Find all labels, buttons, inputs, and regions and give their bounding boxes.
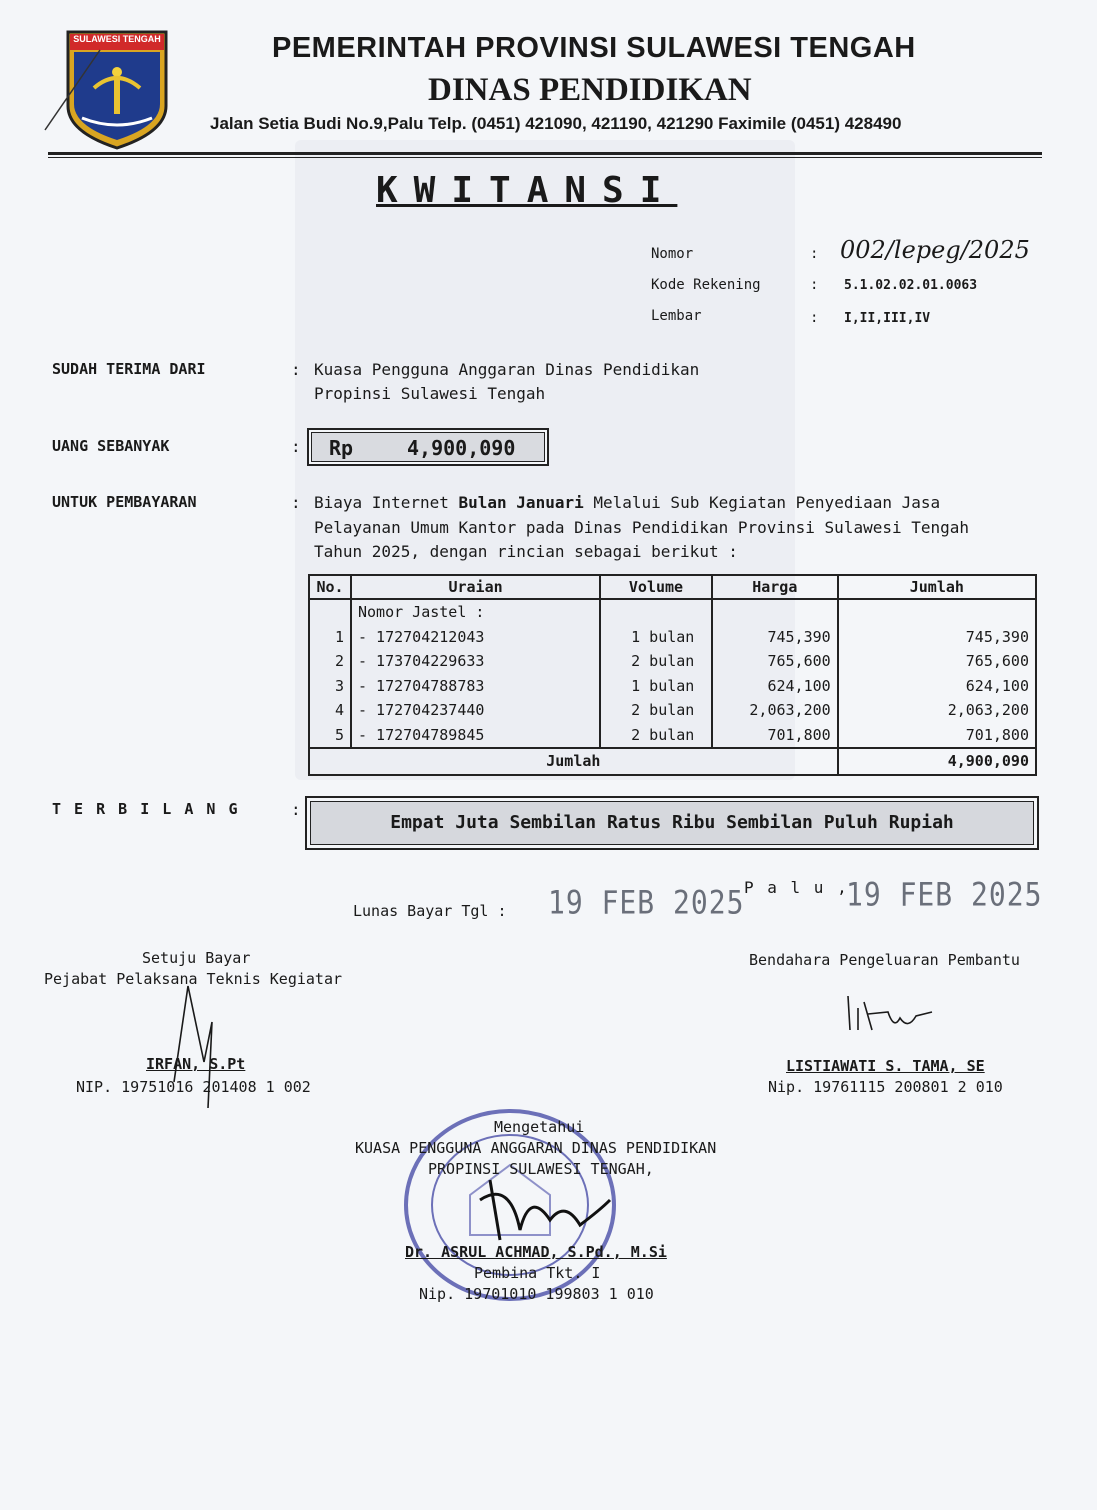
row-jumlah: 745,390 bbox=[838, 625, 1036, 650]
sudah-colon: : bbox=[291, 360, 301, 379]
table-row bbox=[309, 599, 1036, 625]
col-uraian: Uraian bbox=[351, 575, 600, 599]
row-volume: 2 bulan bbox=[600, 723, 712, 749]
row-volume: 1 bulan bbox=[600, 625, 712, 650]
right-sig-name: LISTIAWATI S. TAMA, SE bbox=[786, 1057, 985, 1075]
total-label: Jumlah bbox=[309, 748, 838, 775]
uraian-intro: Nomor Jastel : bbox=[351, 599, 600, 625]
table-row bbox=[309, 625, 1036, 650]
amount-value: 4,900,090 bbox=[407, 436, 516, 460]
row-harga: 701,800 bbox=[712, 723, 838, 749]
col-no: No. bbox=[309, 575, 351, 599]
right-signature-scribble bbox=[842, 990, 942, 1040]
right-sig-line1: Bendahara Pengeluaran Pembantu bbox=[749, 951, 1020, 969]
pen-mark bbox=[40, 40, 110, 140]
center-signature-scribble bbox=[470, 1170, 620, 1250]
center-sig-line3: PROPINSI SULAWESI TENGAH, bbox=[428, 1160, 654, 1178]
header-address: Jalan Setia Budi No.9,Palu Telp. (0451) 421090, 421190, 421290 Faximile (0451) 428490 bbox=[210, 114, 902, 133]
row-jumlah: 2,063,200 bbox=[838, 698, 1036, 723]
row-volume: 2 bulan bbox=[600, 649, 712, 674]
nomor-colon: : bbox=[810, 246, 819, 262]
untuk-colon: : bbox=[291, 493, 301, 512]
left-sig-line1: Setuju Bayar bbox=[142, 949, 251, 967]
untuk-line1-bold: Bulan Januari bbox=[458, 493, 584, 512]
total-row bbox=[309, 748, 1036, 775]
row-uraian: - 172704237440 bbox=[351, 698, 600, 723]
untuk-pembayaran-label: UNTUK PEMBAYARAN bbox=[52, 493, 197, 511]
row-volume: 2 bulan bbox=[600, 698, 712, 723]
uang-colon: : bbox=[291, 437, 301, 456]
sudah-terima-line1: Kuasa Pengguna Anggaran Dinas Pendidikan bbox=[314, 360, 700, 379]
terbilang-label: T E R B I L A N G bbox=[52, 800, 240, 818]
center-sig-rank: Pembina Tkt. I bbox=[474, 1264, 601, 1282]
table-row bbox=[309, 674, 1036, 699]
header-rule-thick bbox=[48, 152, 1042, 155]
terbilang-colon: : bbox=[291, 800, 301, 819]
row-uraian: - 172704788783 bbox=[351, 674, 600, 699]
row-harga: 624,100 bbox=[712, 674, 838, 699]
row-harga: 765,600 bbox=[712, 649, 838, 674]
amount-currency: Rp bbox=[329, 436, 354, 460]
row-jumlah: 765,600 bbox=[838, 649, 1036, 674]
row-jumlah: 701,800 bbox=[838, 723, 1036, 749]
terbilang-value: Empat Juta Sembilan Ratus Ribu Sembilan Puluh Rupiah bbox=[390, 812, 954, 833]
row-uraian: - 172704212043 bbox=[351, 625, 600, 650]
sudah-terima-label: SUDAH TERIMA DARI bbox=[52, 360, 206, 378]
amount-box bbox=[307, 428, 549, 466]
header-rule-thin bbox=[48, 157, 1042, 158]
row-harga: 2,063,200 bbox=[712, 698, 838, 723]
row-jumlah: 624,100 bbox=[838, 674, 1036, 699]
nomor-value: 002/lepeg/2025 bbox=[840, 236, 1030, 264]
row-no: 2 bbox=[309, 649, 351, 674]
col-volume: Volume bbox=[600, 575, 712, 599]
col-harga: Harga bbox=[712, 575, 838, 599]
table-row bbox=[309, 649, 1036, 674]
row-uraian: - 172704789845 bbox=[351, 723, 600, 749]
row-no: 1 bbox=[309, 625, 351, 650]
untuk-line1 bbox=[314, 493, 940, 512]
lembar-colon: : bbox=[810, 310, 819, 326]
header-line1: PEMERINTAH PROVINSI SULAWESI TENGAH bbox=[272, 32, 916, 64]
row-no: 4 bbox=[309, 698, 351, 723]
row-volume: 1 bulan bbox=[600, 674, 712, 699]
nomor-label: Nomor bbox=[651, 246, 694, 262]
uang-sebanyak-label: UANG SEBANYAK bbox=[52, 437, 170, 455]
col-jumlah: Jumlah bbox=[838, 575, 1036, 599]
rincian-table bbox=[308, 574, 1037, 776]
kode-colon: : bbox=[810, 277, 819, 293]
lunas-date-stamp: 19 FEB 2025 bbox=[548, 883, 745, 922]
lembar-value: I,II,III,IV bbox=[844, 311, 931, 326]
center-sig-line1: Mengetahui bbox=[494, 1118, 585, 1136]
lunas-label: Lunas Bayar Tgl : bbox=[353, 902, 507, 920]
row-no: 3 bbox=[309, 674, 351, 699]
kode-rekening-value: 5.1.02.02.01.0063 bbox=[844, 278, 978, 293]
left-sig-name: IRFAN, S.Pt bbox=[146, 1055, 246, 1073]
row-harga: 745,390 bbox=[712, 625, 838, 650]
document-title: KWITANSI bbox=[376, 170, 678, 211]
untuk-line3: Tahun 2025, dengan rincian sebagai berikut : bbox=[314, 542, 738, 561]
untuk-line1-post: Melalui Sub Kegiatan Penyediaan Jasa bbox=[583, 493, 941, 512]
untuk-line2: Pelayanan Umum Kantor pada Dinas Pendidikan Provinsi Sulawesi Tengah bbox=[314, 518, 970, 537]
right-sig-nip: Nip. 19761115 200801 2 010 bbox=[768, 1078, 1003, 1096]
center-sig-nip: Nip. 19701010 199803 1 010 bbox=[419, 1285, 654, 1303]
center-sig-name: Dr. ASRUL ACHMAD, S.Pd., M.Si bbox=[405, 1243, 667, 1261]
center-sig-line2: KUASA PENGGUNA ANGGARAN DINAS PENDIDIKAN bbox=[355, 1139, 717, 1157]
kode-rekening-label: Kode Rekening bbox=[651, 277, 761, 293]
sudah-terima-line2: Propinsi Sulawesi Tengah bbox=[314, 384, 546, 403]
terbilang-box bbox=[305, 796, 1039, 850]
left-sig-line2: Pejabat Pelaksana Teknis Kegiatar bbox=[44, 970, 343, 988]
table-row bbox=[309, 698, 1036, 723]
total-value: 4,900,090 bbox=[838, 748, 1036, 775]
left-sig-nip: NIP. 19751016 201408 1 002 bbox=[76, 1078, 311, 1096]
row-no: 5 bbox=[309, 723, 351, 749]
untuk-line1-pre: Biaya Internet bbox=[314, 493, 459, 512]
palu-label: P a l u , bbox=[744, 878, 849, 897]
row-uraian: - 173704229633 bbox=[351, 649, 600, 674]
lembar-label: Lembar bbox=[651, 308, 702, 324]
logo-text: SULAWESI TENGAH bbox=[73, 34, 161, 44]
table-row bbox=[309, 723, 1036, 749]
header-line2: DINAS PENDIDIKAN bbox=[428, 72, 752, 108]
palu-date-stamp: 19 FEB 2025 bbox=[846, 875, 1043, 914]
